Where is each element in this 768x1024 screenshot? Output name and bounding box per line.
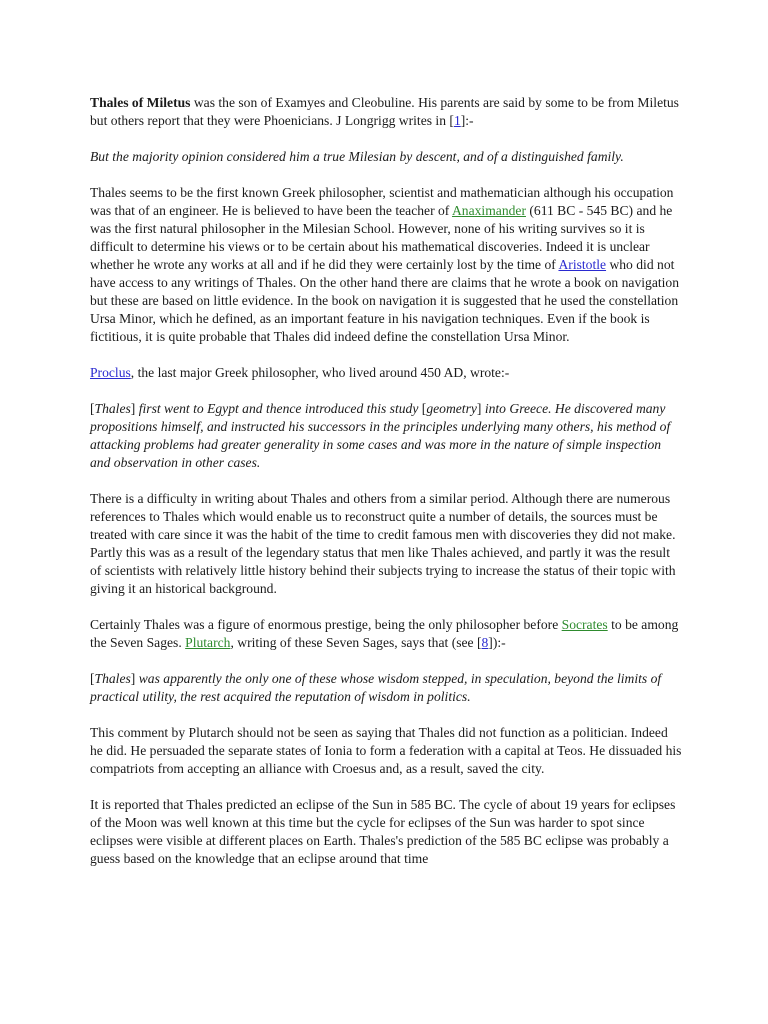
subject-name: Thales of Miletus — [90, 95, 191, 110]
reference-link-1[interactable]: 1 — [453, 113, 461, 128]
link-aristotle[interactable]: Aristotle — [558, 257, 607, 272]
paragraph-prestige: Certainly Thales was a figure of enormous prestige, being the only philosopher before Socrates to be among the Seven Sages. Plutarch, writing of these Seven Sages, says that (see [8]):- — [90, 617, 679, 650]
quote-longrigg: But the majority opinion considered him a true Milesian by descent, and of a distinguished family. — [90, 149, 624, 164]
link-socrates[interactable]: Socrates — [561, 617, 608, 632]
link-proclus[interactable]: Proclus — [90, 365, 131, 380]
link-plutarch[interactable]: Plutarch — [185, 635, 231, 650]
paragraph-difficulty: There is a difficulty in writing about Thales and others from a similar period. Although there are numerous references to Thales which would enable us to reconstruct quite a number of details, the sources must be treated with care since it was the habit of the time to credit famous men with discoveries they did not make. Partly this was as a result of the legendary status that men like Thales achieved, and partly it was the result of scientists with relatively little history behind their subjects trying to increase the status of their topic with giving it an historical background. — [90, 491, 676, 596]
quote-plutarch: [Thales] was apparently the only one of these whose wisdom stepped, in speculation, beyond the limits of practical utility, the rest acquired the reputation of wisdom in politics. — [90, 671, 662, 704]
quote-proclus: [Thales] first went to Egypt and thence introduced this study [geometry] into Greece. He discovered many propositions himself, and instructed his successors in the principles underlying many others, his method of attacking problems had greater generality in some cases and was more in the nature of simple inspection and observation in other cases. — [90, 401, 671, 470]
paragraph-politician: This comment by Plutarch should not be seen as saying that Thales did not function as a politician. Indeed he did. He persuaded the separate states of Ionia to form a federation with a capital at Teos. He dissuaded his compatriots from accepting an alliance with Croesus and, as a result, saved the city. — [90, 725, 682, 776]
paragraph-proclus: Proclus, the last major Greek philosopher, who lived around 450 AD, wrote:- — [90, 365, 510, 380]
reference-link-8[interactable]: 8 — [481, 635, 489, 650]
paragraph-philosopher: Thales seems to be the first known Greek philosopher, scientist and mathematician although his occupation was that of an engineer. He is believed to have been the teacher of Anaximander (611 BC - 545 BC) and he was the first natural philosopher in the Milesian School. However, none of his writing survives so it is difficult to determine his views or to be certain about his mathematical discoveries. Indeed it is unclear whether he wrote any works at all and if he did they were certainly lost by the time of Aristotle who did not have access to any writings of Thales. On the other hand there are claims that he wrote a book on navigation but these are based on little evidence. In the book on navigation it is suggested that he used the constellation Ursa Minor, which he defined, as an important feature in his navigation techniques. Even if the book is fictitious, it is quite probable that Thales did indeed define the constellation Ursa Minor. — [90, 185, 679, 344]
paragraph-eclipse: It is reported that Thales predicted an eclipse of the Sun in 585 BC. The cycle of about 19 years for eclipses of the Moon was well known at this time but the cycle for eclipses of the Sun was harder to spot since eclipses were visible at different places on Earth. Thales's prediction of the 585 BC eclipse was probably a guess based on the knowledge that an eclipse around that time — [90, 797, 676, 866]
link-anaximander[interactable]: Anaximander — [451, 203, 526, 218]
document-page — [90, 94, 682, 886]
paragraph-intro: Thales of Miletus was the son of Examyes and Cleobuline. His parents are said by some to be from Miletus but others report that they were Phoenicians. J Longrigg writes in [1]:- — [90, 95, 679, 128]
